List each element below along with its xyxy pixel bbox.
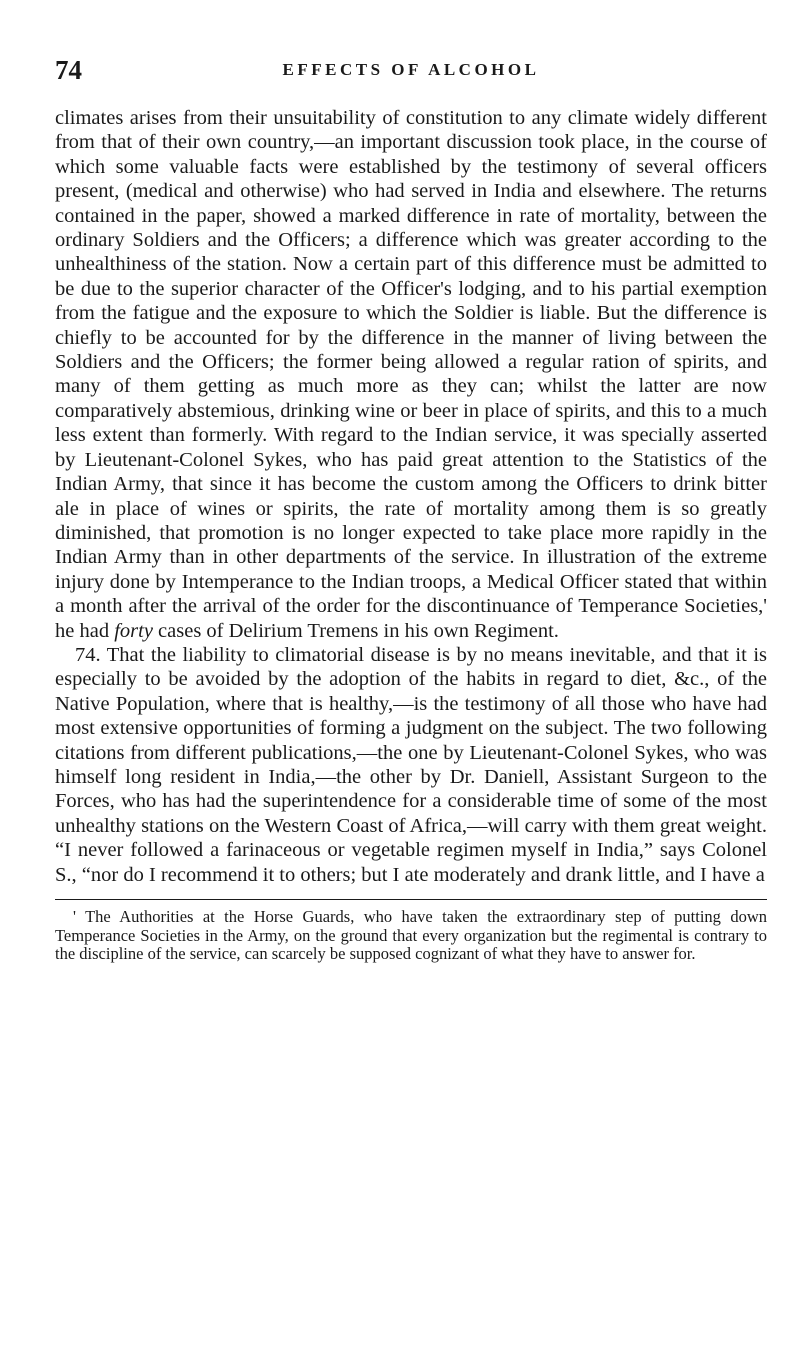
paragraph-2: 74. That the liability to climatorial disease is by no means inevitable, and that it is especially to be avoided by the adoption of the habits in regard to diet, &c., of the Native Population, where that is healthy,—is the testimony of all those who have had most extensive opportunities of forming a judgment on the subject. The two following citations from different publications,—the one by Lieutenant-Colonel Sykes, who was himself long resident in India,—the other by Dr. Daniell, Assistant Surgeon to the Forces, who has had the superintendence for a considerable time of some of the most unhealthy stations on the Western Coast of Africa,—will carry with them great weight. “I never followed a farinaceous or vegetable regimen myself in India,” says Colonel S., “nor do I recommend it to others; but I ate moderately and drank little, and I have a (55, 643, 767, 886)
paragraph-1-tail: cases of Delirium Tremens in his own Regiment. (152, 619, 559, 642)
running-head: EFFECTS OF ALCOHOL (282, 60, 540, 79)
footnote: ' The Authorities at the Horse Guards, who have taken the extraordinary step of putting down Temperance Societies in the Army, on the ground that every organization but the regimental is contrary to the discipline of the service, can scarcely be supposed cognizant of what they have to answer for. (55, 907, 767, 964)
italic-emphasis: forty (114, 619, 153, 642)
body-text (55, 106, 767, 887)
page-number: 74 (55, 55, 82, 85)
book-page (55, 50, 767, 964)
paragraph-1-text: climates arises from their unsuitability of constitution to any climate widely different from that of their own country,—an important discussion took place, in the course of which some valuable facts were established by the testimony of several officers present, (medical and otherwise) who had served in India and elsewhere. The returns contained in the paper, showed a marked difference in rate of mortality, between the ordinary Soldiers and the Officers; a difference which was greater according to the unhealthiness of the station. Now a certain part of this difference must be admitted to be due to the superior character of the Officer's lodging, and to his partial exemption from the fatigue and the exposure to which the Soldier is liable. But the difference is chiefly to be accounted for by the difference in the manner of living between the Soldiers and the Officers; the former being allowed a regular ration of spirits, and many of them getting as much more as they can; whilst the latter are now comparatively abstemious, drinking wine or beer in place of spirits, and this to a much less extent than formerly. With regard to the Indian service, it was specially asserted by Lieutenant-Colonel Sykes, who has paid great attention to the Statistics of the Indian Army, that since it has become the custom among the Officers to drink bitter ale in place of wines or spirits, the rate of mortality among them is so greatly diminished, that promotion is no longer expected to take place more rapidly in the Indian Army than in other departments of the service. In illustration of the extreme injury done by Intemperance to the Indian troops, a Medical Officer stated that within a month after the arrival of the order for the discontinuance of Temperance Societies,' he had (55, 107, 767, 642)
paragraph-1 (55, 106, 767, 643)
page-header (55, 50, 767, 90)
footnote-divider (55, 899, 767, 900)
